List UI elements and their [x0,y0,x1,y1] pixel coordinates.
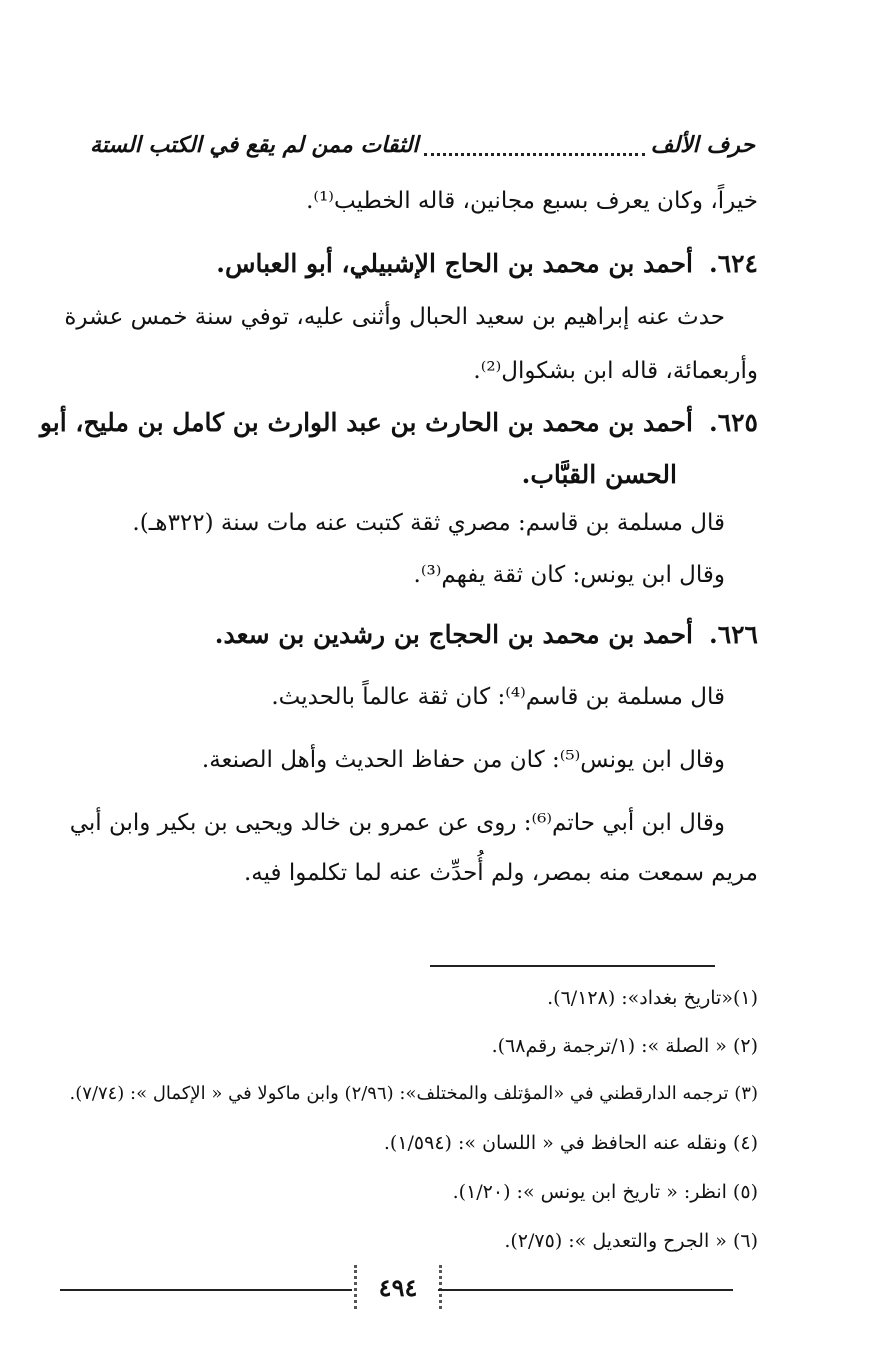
footnote-5: (٥) انظر: « تاريخ ابن يونس »: (١/٢٠). [452,1181,758,1203]
entry-624-line-2: وأربعمائة، قاله ابن بشكوال⁽²⁾. [473,358,758,384]
intro-line: خيراً، وكان يعرف بسبع مجانين، قاله الخطيب⁽¹⁾. [306,188,758,214]
footer-rule-left [60,1289,352,1291]
entry-626-line-2: وقال ابن يونس⁽⁵⁾: كان من حفاظ الحديث وأهل الصنعة. [201,747,725,773]
entry-625-line-1: قال مسلمة بن قاسم: مصري ثقة كتبت عنه مات سنة (٣٢٢هـ). [132,510,725,536]
header-leader-dots [424,135,644,156]
footnote-3: (٣) ترجمه الدارقطني في «المؤتلف والمختلف»: (٢/٩٦) وابن ماكولا في « الإكمال »: (٧/٧٤). [69,1083,758,1104]
entry-624-line-1: حدث عنه إبراهيم بن سعيد الحبال وأثنى عليه، توفي سنة خمس عشرة [64,304,725,330]
entry-name: أحمد بن محمد بن الحاج الإشبيلي، أبو العباس. [216,249,693,278]
footnote-4: (٤) ونقله عنه الحافظ في « اللسان »: (١/٥٩٤). [383,1132,758,1154]
entry-626-line-3: وقال ابن أبي حاتم⁽⁶⁾: روى عن عمرو بن خالد ويحيى بن بكير وابن أبي [69,810,725,836]
running-header [90,125,755,165]
footer-rule-right [438,1289,733,1291]
footnote-separator [430,965,715,967]
footnote-2: (٢) « الصلة »: (١/ترجمة رقم٦٨). [491,1035,758,1057]
entry-626-line-4: مريم سمعت منه بمصر، ولم أُحدِّث عنه لما تكلموا فيه. [243,860,758,886]
page-number: ٤٩٤ [354,1265,442,1309]
header-book-title: الثقات ممن لم يقع في الكتب الستة [90,132,419,158]
entry-625-line-2: وقال ابن يونس: كان ثقة يفهم⁽³⁾. [413,562,725,588]
entry-624-heading [216,249,758,278]
entry-name: أحمد بن محمد بن الحارث بن عبد الوارث بن كامل بن مليح، أبو [39,408,693,437]
entry-number: ٦٢٦. [708,620,758,649]
header-section-title: حرف الألف [650,132,755,158]
entry-number: ٦٢٥. [708,408,758,437]
entry-number: ٦٢٤. [708,249,758,278]
entry-name: أحمد بن محمد بن الحجاج بن رشدين بن سعد. [214,620,693,649]
entry-626-heading [215,620,758,649]
entry-626-line-1: قال مسلمة بن قاسم⁽⁴⁾: كان ثقة عالماً بالحديث. [271,684,725,710]
entry-625-heading-cont: الحسن القبَّاب. [521,460,677,489]
footnote-6: (٦) « الجرح والتعديل »: (٢/٧٥). [504,1230,758,1252]
entry-625-heading [40,408,758,437]
footnote-1: (١)«تاريخ بغداد»: (٦/١٢٨). [547,987,758,1009]
